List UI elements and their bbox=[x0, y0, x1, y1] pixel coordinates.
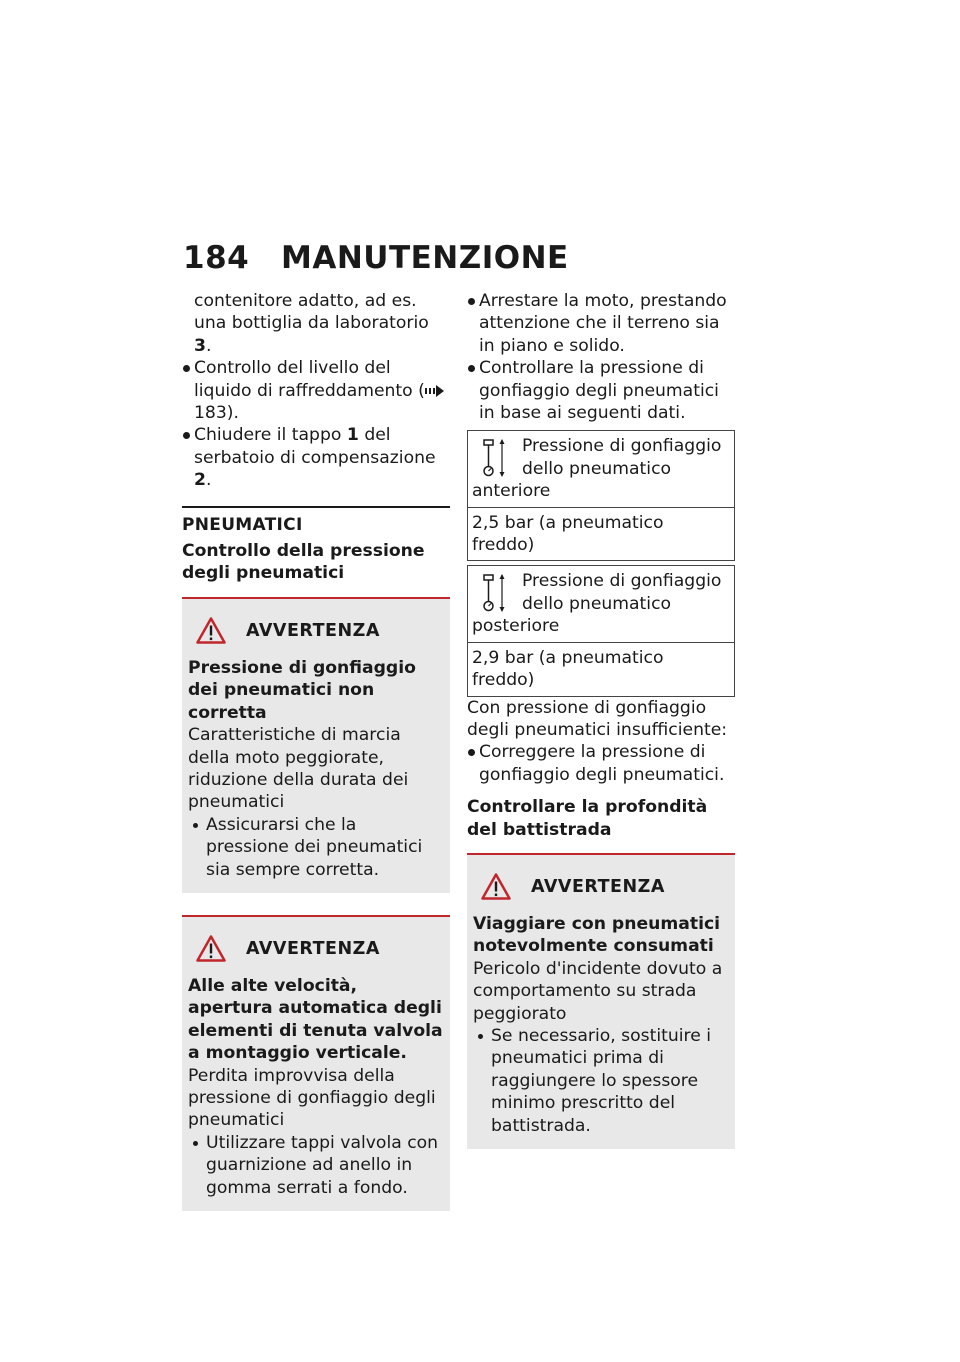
warning-label: AVVERTENZA bbox=[246, 620, 380, 641]
ref-number: 3 bbox=[194, 335, 206, 356]
warning-subtitle: Viaggiare con pneumatici notevolmente consumati bbox=[473, 913, 721, 957]
right-column bbox=[467, 290, 735, 1149]
warning-header bbox=[188, 933, 444, 965]
pressure-table-front bbox=[467, 430, 735, 561]
page-ref-arrow-icon bbox=[425, 385, 445, 397]
warning-body: Caratteristiche di marcia della moto peggiorate, riduzione della durata dei pneumatici bbox=[188, 725, 409, 813]
tire-pressure-gauge-icon bbox=[482, 573, 508, 613]
warning-subtitle: Alle alte velocità, apertura automatica degli elementi di tenuta valvola a montaggio verticale. bbox=[188, 975, 443, 1064]
page-number: 184 bbox=[183, 240, 250, 276]
warning-bullet: Utilizzare tappi valvola con guarnizione ad anello in gomma serrati a fondo. bbox=[188, 1132, 444, 1199]
warning-bullet: Se necessario, sostituire i pneumatici prima di raggiungere lo spessore minimo prescritto del battistrada. bbox=[473, 1025, 729, 1137]
warning-triangle-icon bbox=[481, 873, 511, 900]
pressure-label: Pressione di gonfiaggio dello pneumatico posteriore bbox=[472, 571, 722, 637]
chapter-title: MANUTENZIONE bbox=[281, 240, 569, 276]
page-header bbox=[183, 240, 569, 276]
warning-header bbox=[188, 615, 444, 647]
pressure-label-cell bbox=[468, 566, 734, 641]
left-column bbox=[182, 290, 450, 1211]
paragraph: Con pressione di gonfiaggio degli pneumatici insufficiente: bbox=[467, 697, 728, 740]
warning-box bbox=[467, 853, 735, 1149]
warning-triangle-icon bbox=[196, 617, 226, 644]
page-ref-link[interactable]: 183). bbox=[194, 403, 239, 424]
list-item-continued: contenitore adatto, ad es. una bottiglia da laboratorio 3. bbox=[194, 291, 429, 356]
list-item: Chiudere il tappo 1 del serbatoio di compensazione 2. bbox=[182, 424, 450, 491]
warning-label: AVVERTENZA bbox=[531, 876, 665, 897]
list-item: Arrestare la moto, prestando attenzione che il terreno sia in piano e solido. bbox=[467, 290, 735, 357]
pressure-value-cell: 2,9 bar (a pneumatico freddo) bbox=[468, 642, 734, 696]
list-item: Controllo del livello del liquido di raffreddamento ( 183). bbox=[182, 357, 450, 424]
subsection-title: Controllo della pressione degli pneumatici bbox=[182, 541, 425, 584]
warning-box bbox=[182, 597, 450, 893]
section-title: PNEUMATICI bbox=[182, 514, 303, 535]
warning-bullet: Assicurarsi che la pressione dei pneumatici sia sempre corretta. bbox=[188, 814, 444, 881]
warning-body: Pericolo d'incidente dovuto a comportamento su strada peggiorato bbox=[473, 958, 723, 1024]
list-item: Correggere la pressione di gonfiaggio degli pneumatici. bbox=[467, 741, 735, 786]
warning-triangle-icon bbox=[196, 935, 226, 962]
warning-body: Perdita improvvisa della pressione di gonfiaggio degli pneumatici bbox=[188, 1065, 436, 1131]
warning-subtitle: Pressione di gonfiaggio dei pneumatici non corretta bbox=[188, 657, 416, 723]
pressure-table-rear bbox=[467, 565, 735, 696]
pressure-value-cell: 2,5 bar (a pneumatico freddo) bbox=[468, 507, 734, 561]
pressure-label: Pressione di gonfiaggio dello pneumatico anteriore bbox=[472, 436, 722, 502]
pressure-label-cell bbox=[468, 431, 734, 506]
list-item: Controllare la pressione di gonfiaggio degli pneumatici in base ai seguenti dati. bbox=[467, 357, 735, 424]
section-divider bbox=[182, 506, 450, 508]
warning-header bbox=[473, 871, 729, 903]
warning-box bbox=[182, 915, 450, 1211]
tire-pressure-gauge-icon bbox=[482, 438, 508, 478]
warning-label: AVVERTENZA bbox=[246, 938, 380, 959]
subsection-title: Controllare la profondità del battistrada bbox=[467, 797, 708, 840]
